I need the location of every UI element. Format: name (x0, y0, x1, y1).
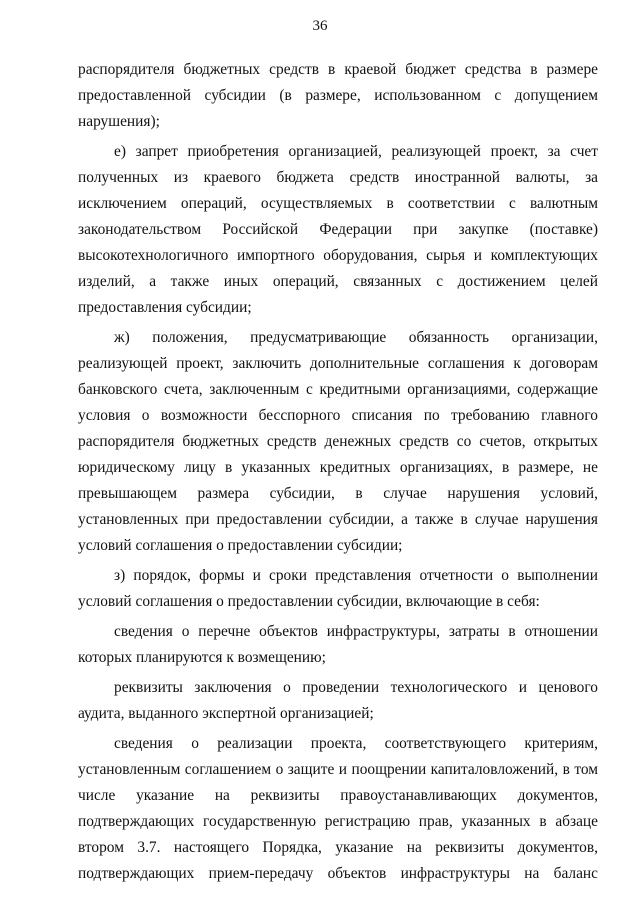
document-body (78, 57, 598, 887)
paragraph-audit-details: реквизиты заключения о проведении технологического и ценового аудита, выданного экспертной организацией; (78, 679, 598, 722)
paragraph-e: е) запрет приобретения организацией, реализующей проект, за счет полученных из краевого бюджета средств иностранной валюты, за исключением операций, осуществляемых в соответствии с валютным законодательством Российской Федерации при закупке (поставке) высокотехнологичного импортного оборудования, сырья и комплектующих изделий, а также иных операций, связанных с достижением целей предоставления субсидии; (78, 143, 598, 316)
paragraph-project-implementation: сведения о реализации проекта, соответствующего критериям, установленным соглашением о защите и поощрении капиталовложений, в том числе указание на реквизиты правоустанавливающих документов, подтверждающих государственную регистрацию прав, указанных в абзаце втором 3.7. настоящего Порядка, указание на реквизиты документов, подтверждающих прием-передачу объектов инфраструктуры на баланс (78, 735, 598, 882)
paragraph-zh: ж) положения, предусматривающие обязанность организации, реализующей проект, заключить дополнительные соглашения к договорам банковского счета, заключенным с кредитными организациями, содержащие условия о возможности бесспорного списания по требованию главного распорядителя бюджетных средств денежных средств со счетов, открытых юридическому лицу в указанных кредитных организациях, в размере, не превышающем размера субсидии, в случае нарушения условий, установленных при предоставлении субсидии, а также в случае нарушения условий соглашения о предоставлении субсидии; (78, 329, 598, 554)
paragraph-infrastructure-list: сведения о перечне объектов инфраструктуры, затраты в отношении которых планируются к возмещению; (78, 623, 598, 666)
page-number: 36 (312, 18, 328, 34)
paragraph-continuation: распорядителя бюджетных средств в краевой бюджет средства в размере предоставленной субсидии (в размере, использованном с допущением нарушения); (78, 61, 598, 130)
paragraph-z: з) порядок, формы и сроки представления отчетности о выполнении условий соглашения о предоставлении субсидии, включающие в себя: (78, 567, 598, 610)
